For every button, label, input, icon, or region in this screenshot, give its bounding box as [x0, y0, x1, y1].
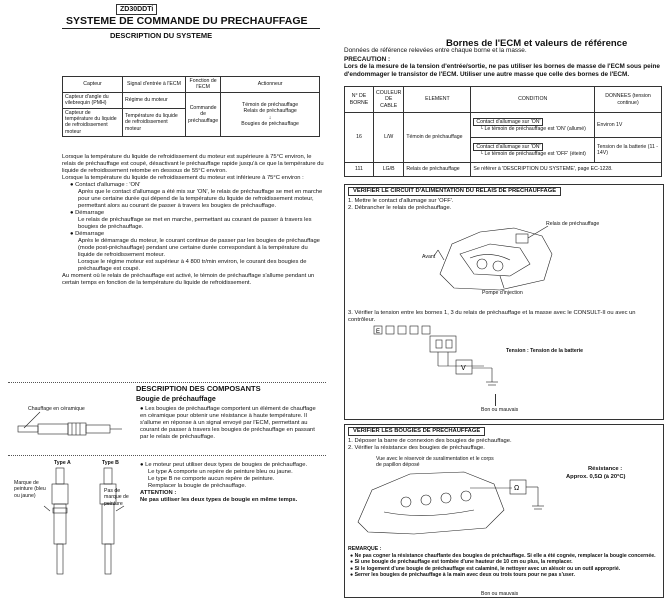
table-header: Capteur — [63, 77, 123, 93]
table-header: Actionneur — [221, 77, 320, 93]
paragraph: Au moment où le relais de préchauffage est activé, le témoin de préchauffage s'allume pendant un certain temps en fonction de la température du liquide de refroidissement. — [62, 273, 315, 286]
bullet-title: Contact d'allumage : 'ON' — [75, 182, 141, 188]
check-relay-step: 2. Débrancher le relais de préchauffage. — [348, 205, 452, 211]
pump-figure-label: Pompe d'injection — [482, 290, 523, 296]
table-header: ELEMENT — [404, 87, 471, 113]
precaution-text: Lors de la mesure de la tension d'entrée/sortie, ne pas utiliser les bornes de masse de l'ECM sous peine d'endommager le transistor de l'ECM. Utiliser une autre masse que celle des bornes de l'ECM. — [344, 63, 660, 78]
table-header: Fonction de l'ECM — [186, 77, 221, 93]
system-table — [62, 76, 320, 137]
bullet-icon: ● — [350, 565, 355, 572]
resistance-value: Approx. 0,5Ω (à 20°C) — [566, 474, 626, 480]
engine-code-box: ZD30DDTi — [116, 4, 157, 15]
ecm-table — [344, 86, 662, 177]
table-cell: Commande de préchauffage — [186, 92, 221, 136]
table-cell: Tension de la batterie (11 - 14V) — [595, 138, 662, 163]
table-cell: Témoin de préchauffage — [404, 113, 471, 163]
table-cell: Régime du moteur — [123, 92, 186, 108]
bullet-icon: ● — [140, 462, 146, 468]
check-plugs-title: VERIFIER LES BOUGIES DE PRECHAUFFAGE — [348, 427, 485, 436]
paint-mark-label: Marque de peinture (bleu ou jaune) — [14, 480, 46, 499]
precaution-label: PRECAUTION : — [344, 56, 391, 63]
table-header: N° DE BORNE — [345, 87, 374, 113]
front-figure-label: Avant — [422, 254, 436, 260]
glow-plug-resistance-figure — [354, 462, 554, 538]
no-paint-mark-label: Pas de marque de peinture — [104, 488, 129, 507]
bullet-title: Démarrage — [75, 231, 105, 237]
result-text: Bon ou mauvais — [481, 591, 519, 597]
remarque-label: REMARQUE : — [348, 546, 382, 552]
ceramic-heater-label: Chauffage en céramique — [28, 406, 85, 412]
table-cell: Environ 1V — [595, 113, 662, 138]
section-rule — [8, 455, 326, 456]
bullet-icon: ● — [70, 210, 76, 216]
table-cell: 16 — [345, 113, 374, 163]
table-cell: L/W — [374, 113, 404, 163]
paragraph: Lorsque la température du liquide de refroidissement du moteur est supérieure à 75°C environ, le relais de préchauffage est coupé, désactivant le préchauffage rapide jusqu'à ce que la température du liquide de refroidissement retombe en dessous de 55°C environ. — [62, 154, 324, 174]
remarque-list: ● Ne pas cogner la résistance chauffante des bougies de préchauffage. Si elle a été cognée, remplacer la bougie concernée. ● Si une bougie de préchauffage est tombée d'une hauteur de 10 cm ou plus, la remplacer. ● Si le logement d'une bougie de préchauffage est calaminé, le nettoyer avec un alésoir ou un outil approprié. ● Serrer les bougies de préchauffage à la main avec deux ou trois tours pour ne pas s'user. — [350, 553, 656, 579]
paragraph: Le relais de préchauffage se met en marche, permettant au courant de passer à travers les bougies de préchauffage. — [78, 217, 312, 230]
result-text: Bon ou mauvais — [481, 407, 519, 413]
engine-relay-figure — [430, 214, 560, 296]
table-cell: LG/B — [374, 163, 404, 177]
paragraph: Après que le contact d'allumage a été mis sur 'ON', le relais de préchauffage se met en marche pour une certaine durée qui dépend de la température du liquide de refroidissement moteur, permettant alors au courant de passer à travers les bougies de préchauffage. — [78, 189, 323, 209]
bullet-title: Démarrage — [75, 210, 105, 216]
result-arrow — [495, 394, 496, 406]
table-cell: 111 — [345, 163, 374, 177]
glow-plug-types-text: ● Le moteur peut utiliser deux types de bougies de préchauffage. Le type A comporte un repère de peinture bleu ou jaune. Le type B ne comporte aucun repère de peinture. Remplacer la bougie de préchauffage. ATTENTION : Ne pas utiliser les deux types de bougie en même temps. — [140, 462, 308, 503]
section-rule — [8, 382, 326, 383]
relay-figure-label: Relais de préchauffage — [546, 221, 600, 227]
components-subtitle: Bougie de préchauffage — [136, 396, 216, 403]
bullet-icon: ● — [350, 553, 355, 559]
system-subtitle: DESCRIPTION DU SYSTEME — [110, 31, 213, 40]
ecm-title: Bornes de l'ECM et valeurs de référence — [446, 38, 628, 49]
glow-plug-types-figure — [40, 466, 130, 578]
svg-text:V: V — [461, 365, 466, 372]
table-cell: Température du liquide de refroidissement moteur — [123, 108, 186, 137]
svg-text:E: E — [376, 329, 381, 335]
table-cell: Contact d'allumage sur 'ON' └ Le témoin de préchauffage est 'OFF' (éteint) — [471, 138, 595, 163]
paragraph: Après le démarrage du moteur, le courant continue de passer par les bougies de préchauffage (mode post-préchauffage) pendant une certaine durée correspondant à la température du liquide de refroidissement moteur. — [78, 238, 320, 258]
table-header: CONDITION — [471, 87, 595, 113]
bullet-icon: ● — [350, 572, 355, 579]
page-title: SYSTEME DE COMMANDE DU PRECHAUFFAGE — [66, 15, 308, 27]
glow-plug-text: ● Les bougies de préchauffage comportent un élément de chauffage en céramique pour obtenir une résistance à haute température. Il s'allume en réponse à un signal envoyé par l'ECM, permettant au courant de passer à travers les bougies de préchauffage en passant par le relais de préchauffage. — [140, 406, 316, 440]
check-plugs-step: 1. Déposer la barre de connexion des bougies de préchauffage. — [348, 438, 512, 444]
resistance-label: Résistance : — [588, 466, 623, 472]
table-cell: Se référer à 'DESCRIPTION DU SYSTEME', page EC-1228. — [471, 163, 662, 177]
type-a-label: Type A — [54, 460, 71, 466]
table-header: COULEUR DE CABLE — [374, 87, 404, 113]
table-header: Signal d'entrée à l'ECM — [123, 77, 186, 93]
table-cell: Témoin de préchauffage Relais de préchauffage ↓ Bougies de préchauffage — [221, 92, 320, 136]
table-cell: Relais de préchauffage — [404, 163, 471, 177]
glow-plug-figure — [10, 410, 125, 450]
check-plugs-step: 2. Vérifier la résistance des bougies de préchauffage. — [348, 445, 485, 451]
svg-text:Ω: Ω — [514, 485, 520, 492]
ecm-intro: Données de référence relevées entre chaque borne et la masse. — [344, 47, 527, 54]
bullet-icon: ● — [70, 231, 76, 237]
check-relay-step: 3. Vérifier la tension entre les bornes 1, 3 du relais de préchauffage et la masse avec le CONSULT-II ou avec un contrôleur. — [348, 310, 636, 323]
voltage-spec: Tension : Tension de la batterie — [506, 348, 584, 354]
check-relay-title: VERIFIER LE CIRCUIT D'ALIMENTATION DU RELAIS DE PRECHAUFFAGE — [348, 187, 561, 196]
view-figure-label: Vue avec le réservoir de suralimentation et le corps de papillon déposé — [376, 456, 494, 469]
title-rule — [62, 28, 320, 29]
check-relay-step: 1. Mettre le contact d'allumage sur 'OFF'. — [348, 198, 454, 204]
table-cell: Capteur de température du liquide de refroidissement moteur — [63, 108, 123, 137]
table-header: DONNEES (tension continue) — [595, 87, 662, 113]
table-cell: Capteur d'angle du vilebrequin (PMH) — [63, 92, 123, 108]
bullet-icon: ● — [350, 559, 355, 566]
system-description — [62, 154, 324, 287]
type-b-label: Type B — [102, 460, 119, 466]
paragraph: Lorsque la température du liquide de refroidissement du moteur est inférieure à 75°C environ : — [62, 175, 304, 181]
paragraph: Lorsque le régime moteur est supérieur à 4 800 tr/min environ, le courant des bougies de préchauffage est coupé. — [78, 259, 307, 272]
table-cell: Contact d'allumage sur 'ON' └ Le témoin de préchauffage est 'ON' (allumé) — [471, 113, 595, 138]
bullet-icon: ● — [70, 182, 76, 188]
components-title: DESCRIPTION DES COMPOSANTS — [136, 384, 261, 393]
voltage-check-figure — [372, 322, 502, 390]
bullet-icon: ● — [140, 406, 146, 412]
